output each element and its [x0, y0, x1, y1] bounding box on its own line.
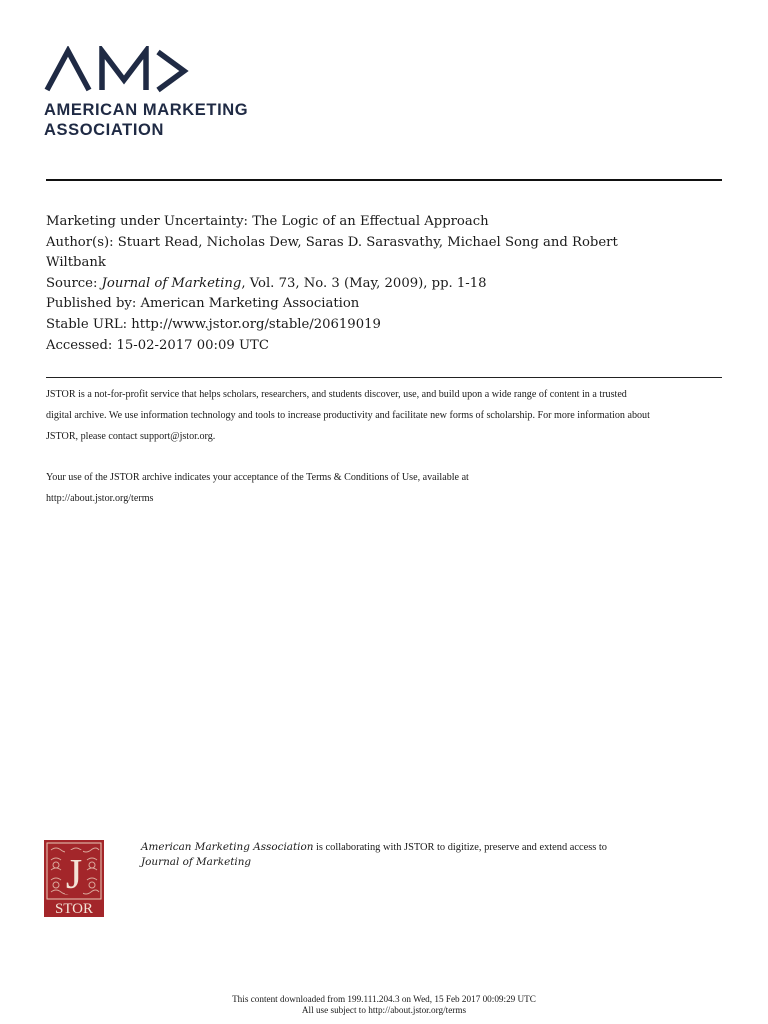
page-footer [0, 994, 768, 1016]
jstor-logo [44, 840, 104, 917]
source-journal: Journal of Marketing [101, 275, 242, 291]
article-source [46, 274, 726, 295]
collab-journal: Journal of Marketing [141, 856, 252, 868]
terms-link[interactable]: http://about.jstor.org/terms [46, 492, 154, 504]
jstor-notice [46, 385, 730, 510]
ama-name-line2: ASSOCIATION [44, 121, 164, 139]
footer-terms: All use subject to http://about.jstor.org/terms [301, 1005, 467, 1015]
ama-logo [44, 46, 284, 140]
ama-name-line1: AMERICAN MARKETING [44, 101, 249, 119]
notice-line-2: digital archive. We use information technology and tools to increase productivity and facilitate new forms of scholarship. For more information about [46, 409, 650, 421]
collaboration-statement [141, 840, 741, 870]
article-metadata [46, 212, 726, 356]
header-divider [46, 179, 722, 181]
jstor-logo-letter: J [65, 852, 83, 898]
collab-publisher: American Marketing Association [141, 841, 314, 853]
terms-line-1: Your use of the JSTOR archive indicates your acceptance of the Terms & Conditions of Use, available at [46, 472, 469, 484]
notice-line-1: JSTOR is a not-for-profit service that helps scholars, researchers, and students discover, use, and build upon a wide range of content in a trusted [46, 389, 627, 400]
jstor-logo-wordmark: STOR [54, 901, 94, 917]
jstor-seal-icon [44, 840, 104, 917]
article-stable-url[interactable]: Stable URL: http://www.jstor.org/stable/20619019 [46, 316, 381, 332]
ama-mark-icon [44, 46, 194, 96]
notice-line-3: JSTOR, please contact support@jstor.org. [46, 430, 216, 442]
collab-text: is collaborating with JSTOR to digitize, preserve and extend access to [313, 842, 607, 853]
article-authors-line2: Wiltbank [46, 255, 106, 271]
metadata-divider [46, 377, 722, 378]
footer-download-info: This content downloaded from 199.111.204.3 on Wed, 15 Feb 2017 00:09:29 UTC [232, 994, 536, 1004]
article-publisher: Published by: American Marketing Association [46, 296, 360, 312]
article-accessed: Accessed: 15-02-2017 00:09 UTC [46, 337, 269, 353]
article-authors-line1: Author(s): Stuart Read, Nicholas Dew, Saras D. Sarasvathy, Michael Song and Robert [46, 234, 618, 250]
source-details: , Vol. 73, No. 3 (May, 2009), pp. 1-18 [241, 275, 487, 291]
article-title: Marketing under Uncertainty: The Logic of an Effectual Approach [46, 214, 489, 229]
source-prefix: Source: [46, 275, 102, 291]
